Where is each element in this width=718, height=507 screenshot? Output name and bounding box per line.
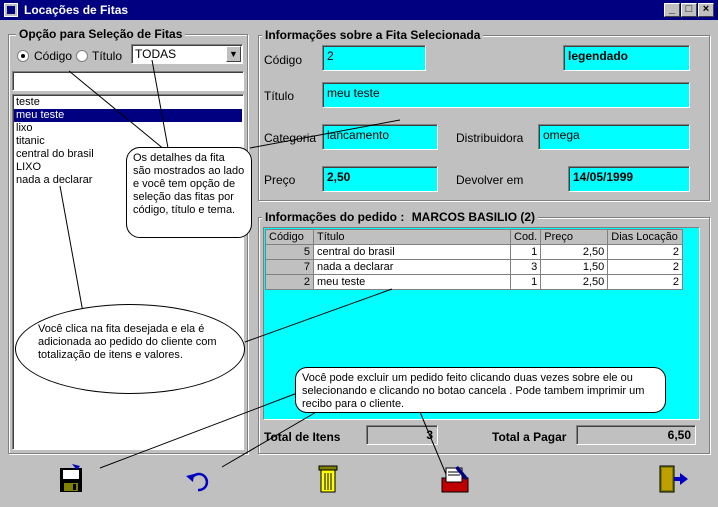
list-item[interactable]: meu teste: [14, 109, 242, 122]
list-item[interactable]: titanic: [16, 135, 45, 147]
titulo-field[interactable]: meu teste: [322, 82, 690, 108]
codigo-label: Código: [264, 53, 303, 67]
cell-codigo[interactable]: 2: [266, 275, 314, 290]
filter-combo[interactable]: [131, 44, 243, 64]
order-title-label: Informações do pedido :: [265, 210, 405, 224]
distribuidora-label: Distribuidora: [456, 131, 524, 145]
callout-details: Os detalhes da fita são mostrados ao lado e você tem opção de seleção das fitas por código, título e tema.: [126, 147, 252, 238]
column-header-codigo[interactable]: Código: [266, 230, 314, 245]
preco-label: Preço: [264, 173, 296, 187]
list-item[interactable]: LIXO: [16, 161, 42, 173]
search-input[interactable]: [12, 71, 244, 91]
print-receipt-button[interactable]: [436, 462, 476, 498]
preco-field[interactable]: 2,50: [322, 166, 438, 192]
maximize-button[interactable]: □: [681, 3, 697, 17]
titulo-label: Título: [264, 89, 295, 103]
categoria-field[interactable]: lancamento: [322, 124, 438, 150]
table-row[interactable]: [266, 260, 683, 275]
codigo-field[interactable]: 2: [322, 45, 426, 71]
exit-button[interactable]: [654, 462, 694, 498]
undo-button[interactable]: [180, 462, 220, 498]
close-button[interactable]: ×: [698, 3, 714, 17]
devolver-field[interactable]: 14/05/1999: [568, 166, 690, 192]
cell-titulo[interactable]: nada a declarar: [314, 260, 511, 275]
list-item[interactable]: teste: [16, 96, 40, 108]
table-row[interactable]: [266, 245, 683, 260]
column-header-cod[interactable]: Cod.: [511, 230, 541, 245]
trash-icon: [308, 462, 348, 498]
undo-icon: [180, 462, 220, 498]
selection-group-title: Opção para Seleção de Fitas: [16, 27, 185, 41]
cell-dias[interactable]: 2: [608, 245, 683, 260]
list-item[interactable]: nada a declarar: [16, 174, 93, 186]
order-group-title: [262, 210, 538, 224]
table-row[interactable]: [266, 275, 683, 290]
cell-preco[interactable]: 1,50: [541, 260, 608, 275]
cell-codigo[interactable]: 7: [266, 260, 314, 275]
save-icon: [52, 462, 92, 498]
distribuidora-field[interactable]: omega: [538, 124, 690, 150]
list-item[interactable]: lixo: [16, 122, 33, 134]
column-header-dias[interactable]: Dias Locação: [608, 230, 683, 245]
customer-name: MARCOS BASILIO (2): [411, 210, 536, 224]
filter-combo-value: TODAS: [135, 47, 177, 61]
cell-preco[interactable]: 2,50: [541, 275, 608, 290]
radio-codigo[interactable]: [17, 50, 29, 62]
radio-titulo[interactable]: [76, 50, 88, 62]
cell-dias[interactable]: 2: [608, 260, 683, 275]
exit-icon: [654, 462, 694, 498]
tape-info-title: Informações sobre a Fita Selecionada: [262, 28, 483, 42]
total-itens-label: Total de Itens: [264, 430, 341, 444]
chevron-down-icon[interactable]: ▼: [226, 46, 241, 62]
callout-click: Você clica na fita desejada e ela é adicionada ao pedido do cliente com totalização de itens e valores.: [15, 304, 245, 394]
cell-cod[interactable]: 1: [511, 275, 541, 290]
app-icon[interactable]: [4, 3, 18, 17]
delete-button[interactable]: [308, 462, 348, 498]
list-item[interactable]: central do brasil: [16, 148, 94, 160]
cell-codigo[interactable]: 5: [266, 245, 314, 260]
callout-delete: Você pode excluir um pedido feito clicando duas vezes sobre ele ou selecionando e clicando no botao cancela . Pode tambem imprimir um recibo para o cliente.: [295, 367, 666, 413]
radio-titulo-label: Título: [92, 49, 123, 63]
column-header-preco[interactable]: Preço: [541, 230, 608, 245]
cell-cod[interactable]: 3: [511, 260, 541, 275]
radio-codigo-label: Código: [34, 49, 73, 63]
cell-dias[interactable]: 2: [608, 275, 683, 290]
devolver-label: Devolver em: [456, 173, 524, 187]
minimize-button[interactable]: _: [664, 3, 680, 17]
window-title: Locações de Fitas: [24, 3, 129, 17]
cell-cod[interactable]: 1: [511, 245, 541, 260]
column-header-titulo[interactable]: Título: [314, 230, 511, 245]
print-receipt-icon: [436, 462, 476, 498]
cell-preco[interactable]: 2,50: [541, 245, 608, 260]
legenda-field[interactable]: legendado: [563, 45, 690, 71]
order-grid-header: [266, 230, 683, 245]
title-bar: [0, 0, 718, 20]
save-button[interactable]: [52, 462, 92, 498]
cell-titulo[interactable]: central do brasil: [314, 245, 511, 260]
cell-titulo[interactable]: meu teste: [314, 275, 511, 290]
total-pagar-label: Total a Pagar: [492, 430, 567, 444]
categoria-label: Categoria: [264, 131, 317, 145]
total-pagar-value: 6,50: [576, 425, 696, 445]
total-itens-value: 3: [366, 425, 438, 445]
